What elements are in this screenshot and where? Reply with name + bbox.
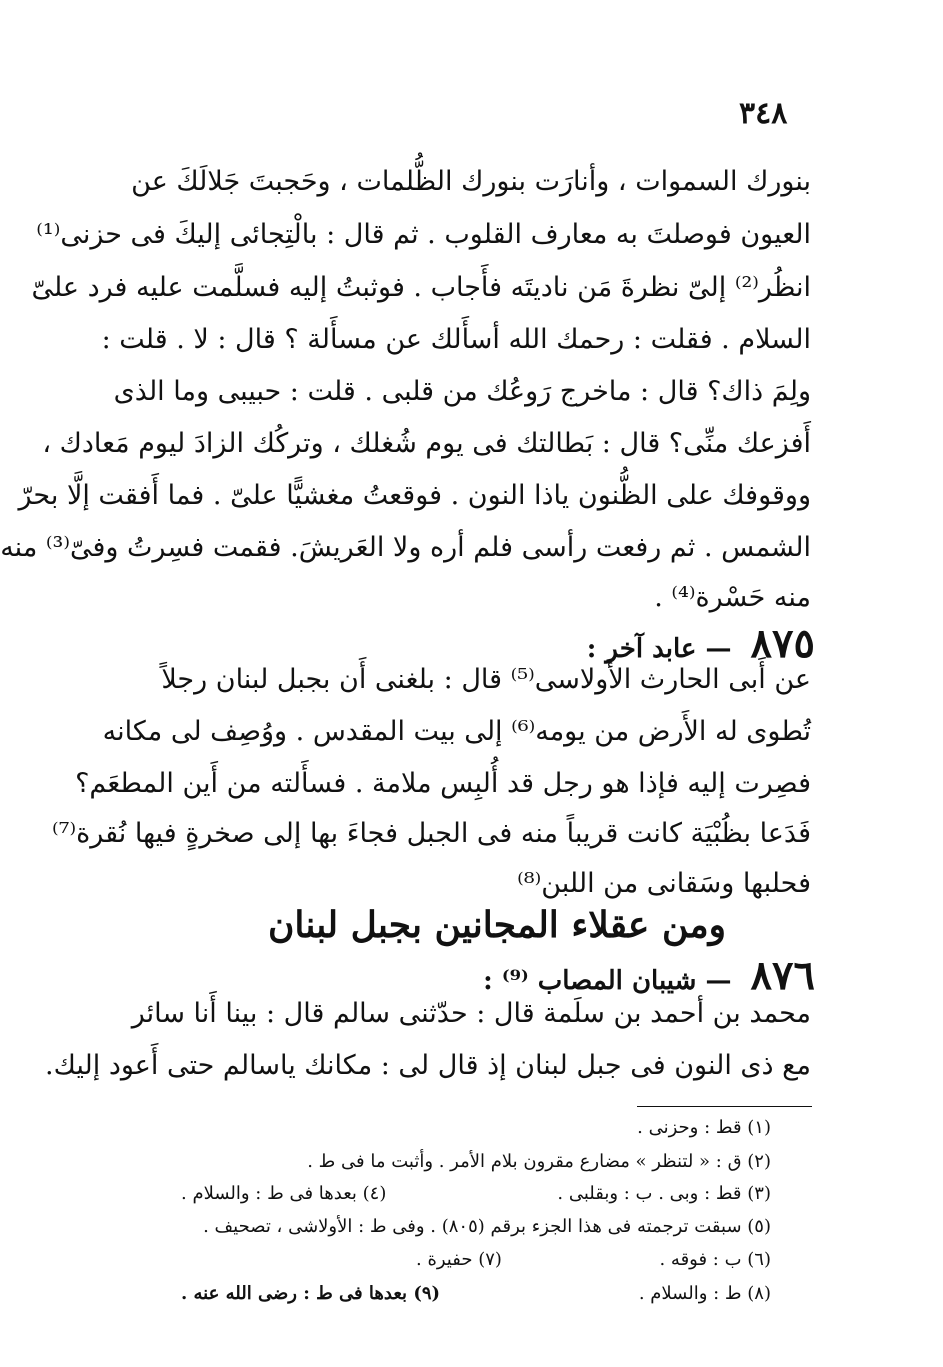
text-line: محمد بن أحمد بن سلَمة قال : حدّثنى سالم قال : بينا أَنا سائر [131,998,811,1029]
entry-number: ٨٧٥ [750,620,815,667]
entry-heading-876 [175,952,815,999]
footnote: (٤) بعدها فى ط : والسلام . [181,1183,387,1204]
text-line: فصِرت إليه فإذا هو رجل قد أُلبِس ملامة . فسأَلته من أَين المطعَم؟ [75,768,811,799]
text-line: انظُر⁽²⁾ إلىّ نظرةَ مَن ناديتَه فأَجاب . فوثبتُ إليه فسلَّمت عليه فرد علىّ [31,272,811,303]
footnote: (٣) قط : وبى . ب : وبقلبى . [557,1183,771,1204]
entry-title: — شيبان المصاب ⁽⁹⁾ : [483,966,732,996]
footnote: (٦) ب : فوقه . [659,1249,771,1270]
footnote: (٢) ق : « لتنظر » مضارع مقرون بلام الأمر . وأثبت ما فى ط . [307,1151,771,1172]
footnote-row [181,1280,771,1308]
section-title: ومن عقلاء المجانين بجبل لبنان [267,904,727,946]
footnote: (٥) سبقت ترجمته فى هذا الجزء برقم (٨٠٥) . وفى ط : الأولاشى ، تصحيف . [203,1216,771,1237]
text-line: الشمس . ثم رفعت رأسى فلم أره ولا العَريشَ. فقمت فسِرتُ وفىّ⁽³⁾ منه [0,532,811,563]
text-line: عن أَبى الحارث الأَولاسى⁽⁵⁾ قال : بلغنى أَن بجبل لبنان رجلاً [161,664,811,695]
text-line: أَفزعك منِّى؟ قال : بَطالتك فى يوم شُغلك ، وتركُك الزادَ ليوم مَعادك ، [42,428,811,459]
text-line: بنورك السموات ، وأنارَت بنورك الظُّلمات ، وحَجبتَ جَلالَكَ عن [131,166,811,197]
footnote-row [181,1246,771,1274]
footnote-row [181,1180,771,1208]
text-line: العيون فوصلتَ به معارف القلوب . ثم قال : بالْتِجائى إليكَ فى حزنى⁽¹⁾ [36,219,811,250]
footnote-divider [637,1106,812,1107]
text-line: تُطوى له الأَرض من يومه⁽⁶⁾ إلى بيت المقدس . ووُصِف لى مكانه [102,716,811,747]
footnote: (٩) بعدها فى ط : رضى الله عنه . [181,1283,441,1304]
footnote: (٨) ط : والسلام . [638,1283,771,1304]
text-line: مع ذى النون فى جبل لبنان إذ قال لى : مكانك ياسالم حتى أَعود إليك. [45,1050,811,1081]
entry-number: ٨٧٦ [750,952,815,999]
text-line: منه حَسْرة⁽⁴⁾ . [654,582,811,613]
page-number: ٣٤٨ [739,96,788,131]
text-line: فحلبها وسَقانى من اللبن⁽⁸⁾ [517,868,811,899]
text-line: فَدَعا بظُبْيَة كانت قريباً منه فى الجبل فجاءَ بها إلى صخرةٍ فيها نُقرة⁽⁷⁾ [51,818,811,849]
footnote: (٧) حفيرة . [416,1249,502,1270]
entry-title: — عابد آخر : [586,634,732,664]
text-line: ووقوفك على الظُّنون ياذا النون . فوقعتُ مغشيًّا علىّ . فما أَفقت إلَّا بحرّ [18,480,811,511]
text-line: ولِمَ ذاك؟ قال : ماخرج رَوعُك من قلبى . قلت : حبيبى وما الذى [113,376,811,407]
text-line: السلام . فقلت : رحمك الله أسأَلك عن مسأَلة ؟ قال : لا . قلت : [101,324,811,355]
footnote: (١) قط : وحزنى . [637,1117,771,1138]
